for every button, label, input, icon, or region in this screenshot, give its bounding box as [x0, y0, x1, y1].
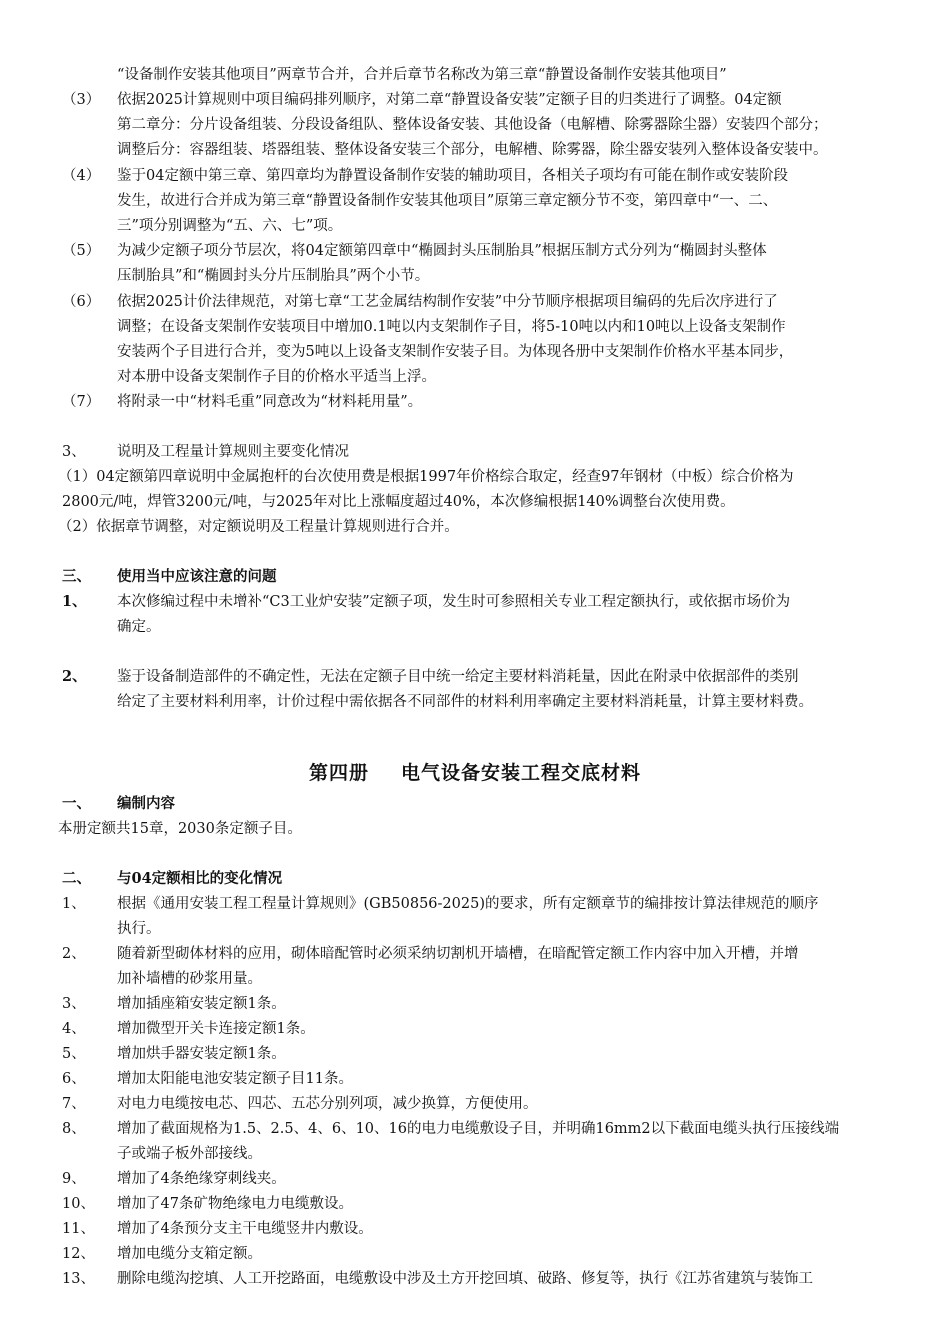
item-text-line: 三”项分别调整为“五、六、七”项。	[117, 218, 343, 234]
item-number: （6）	[62, 294, 101, 310]
book-title	[0, 759, 950, 787]
item-text-line: 依据2025计价法律规范，对第七章“工艺金属结构制作安装”中分节顺序根据项目编码的先后次序进行了	[117, 294, 778, 310]
paragraph-line: （1）04定额第四章说明中金属抱杆的台次使用费是根据1997年价格综合取定，经查97年钢材（中板）综合价格为	[58, 469, 794, 485]
item-text-line: 依据2025计算规则中项目编码排列顺序，对第二章“静置设备安装”定额子目的归类进行了调整。04定额	[117, 92, 782, 108]
paragraph-line: （2）依据章节调整，对定额说明及工程量计算规则进行合并。	[58, 519, 459, 535]
item-number: （5）	[62, 243, 101, 259]
item-number: 12、	[62, 1246, 95, 1262]
item-text-line: 第二章分：分片设备组装、分段设备组队、整体设备安装、其他设备（电解槽、除雾器除尘器）安装四个部分；	[117, 117, 828, 133]
item-number: 7、	[62, 1096, 86, 1112]
item-number: 1、	[62, 593, 87, 610]
item-number: （7）	[62, 394, 101, 410]
item-number: 2、	[62, 668, 87, 685]
item-number: 1、	[62, 896, 86, 912]
item-text-line: 对本册中设备支架制作子目的价格水平适当上浮。	[117, 369, 436, 385]
section-number: 一、	[62, 795, 91, 812]
item-number: 5、	[62, 1046, 86, 1062]
item-text-line: 增加了4条绝缘穿刺线夹。	[117, 1171, 286, 1187]
item-text-line: 本次修编过程中未增补“C3工业炉安装”定额子项，发生时可参照相关专业工程定额执行，或依据市场价为	[117, 594, 791, 610]
section-title: 编制内容	[117, 795, 175, 812]
item-text-line: 将附录一中“材料毛重”同意改为“材料耗用量”。	[117, 394, 423, 410]
item-number: 8、	[62, 1121, 86, 1137]
item-text-line: 增加太阳能电池安装定额子目11条。	[117, 1071, 353, 1087]
subsection-number: 3、	[62, 444, 86, 460]
item-text-line: 增加了4条预分支主干电缆竖井内敷设。	[117, 1221, 373, 1237]
book-title-right: 电气设备安装工程交底材料	[401, 762, 642, 784]
item-text-line: 执行。	[117, 921, 161, 937]
item-text-line: 加补墙槽的砂浆用量。	[117, 971, 262, 987]
item-text-line: 确定。	[117, 619, 161, 635]
item-number: 9、	[62, 1171, 86, 1187]
item-text-line: 根据《通用安装工程工程量计算规则》(GB50856-2025)的要求，所有定额章节的编排按计算法律规范的顺序	[117, 896, 819, 912]
item-number: （3）	[62, 92, 101, 108]
item-text-line: 增加插座箱安装定额1条。	[117, 996, 286, 1012]
item-text-line: 发生，故进行合并成为第三章“静置设备制作安装其他项目”原第三章定额分节不变，第四章中“一、二、	[117, 193, 778, 209]
item-number: 4、	[62, 1021, 86, 1037]
section-number: 三、	[62, 568, 91, 585]
item-number: 10、	[62, 1196, 95, 1212]
item-number: 6、	[62, 1071, 86, 1087]
item-text-line: 增加了截面规格为1.5、2.5、4、6、10、16的电力电缆敷设子目，并明确16mm2以下截面电缆头执行压接线端	[117, 1121, 840, 1137]
item-text-line: 删除电缆沟挖填、人工开挖路面，电缆敷设中涉及土方开挖回填、破路、修复等，执行《江苏省建筑与装饰工	[117, 1271, 813, 1287]
paragraph-line: 本册定额共15章，2030条定额子目。	[58, 821, 302, 837]
item-text-line: 随着新型砌体材料的应用，砌体暗配管时必须采纳切割机开墙槽，在暗配管定额工作内容中加入开槽，并增	[117, 946, 799, 962]
item-text-line: 给定了主要材料利用率，计价过程中需依据各不同部件的材料利用率确定主要材料消耗量，计算主要材料费。	[117, 694, 813, 710]
intro-line: “设备制作安装其他项目”两章节合并，合并后章节名称改为第三章“静置设备制作安装其他项目”	[117, 67, 727, 83]
item-text-line: 鉴于设备制造部件的不确定性，无法在定额子目中统一给定主要材料消耗量，因此在附录中依据部件的类别	[117, 669, 799, 685]
paragraph-line: 2800元/吨，焊管3200元/吨，与2025年对比上涨幅度超过40%，本次修编根据140%调整台次使用费。	[62, 494, 735, 510]
item-text-line: 对电力电缆按电芯、四芯、五芯分别列项，减少换算，方便使用。	[117, 1096, 538, 1112]
section-title: 使用当中应该注意的问题	[117, 568, 277, 585]
item-text-line: 压制胎具”和“椭圆封头分片压制胎具”两个小节。	[117, 268, 430, 284]
item-text-line: 增加了47条矿物绝缘电力电缆敷设。	[117, 1196, 353, 1212]
item-number: 2、	[62, 946, 86, 962]
item-text-line: 调整后分：容器组装、塔器组装、整体设备安装三个部分，电解槽、除雾器，除尘器安装列入整体设备安装中。	[117, 142, 828, 158]
item-number: 11、	[62, 1221, 95, 1237]
subsection-title: 说明及工程量计算规则主要变化情况	[117, 444, 349, 460]
item-number: （4）	[62, 168, 101, 184]
item-number: 13、	[62, 1271, 95, 1287]
section-number: 二、	[62, 870, 91, 887]
item-text-line: 子或端子板外部接线。	[117, 1146, 262, 1162]
item-text-line: 为减少定额子项分节层次，将04定额第四章中“椭圆封头压制胎具”根据压制方式分列为“椭圆封头整体	[117, 243, 767, 259]
book-title-left: 第四册	[308, 762, 369, 784]
section-title: 与04定额相比的变化情况	[117, 870, 283, 887]
item-text-line: 安装两个子目进行合并，变为5吨以上设备支架制作安装子目。为体现各册中支架制作价格水平基本同步，	[117, 344, 794, 360]
item-number: 3、	[62, 996, 86, 1012]
item-text-line: 增加烘手器安装定额1条。	[117, 1046, 286, 1062]
item-text-line: 鉴于04定额中第三章、第四章均为静置设备制作安装的辅助项目，各相关子项均有可能在制作或安装阶段	[117, 168, 788, 184]
item-text-line: 调整；在设备支架制作安装项目中增加0.1吨以内支架制作子目，将5-10吨以内和10吨以上设备支架制作	[117, 319, 786, 335]
item-text-line: 增加微型开关卡连接定额1条。	[117, 1021, 315, 1037]
item-text-line: 增加电缆分支箱定额。	[117, 1246, 262, 1262]
